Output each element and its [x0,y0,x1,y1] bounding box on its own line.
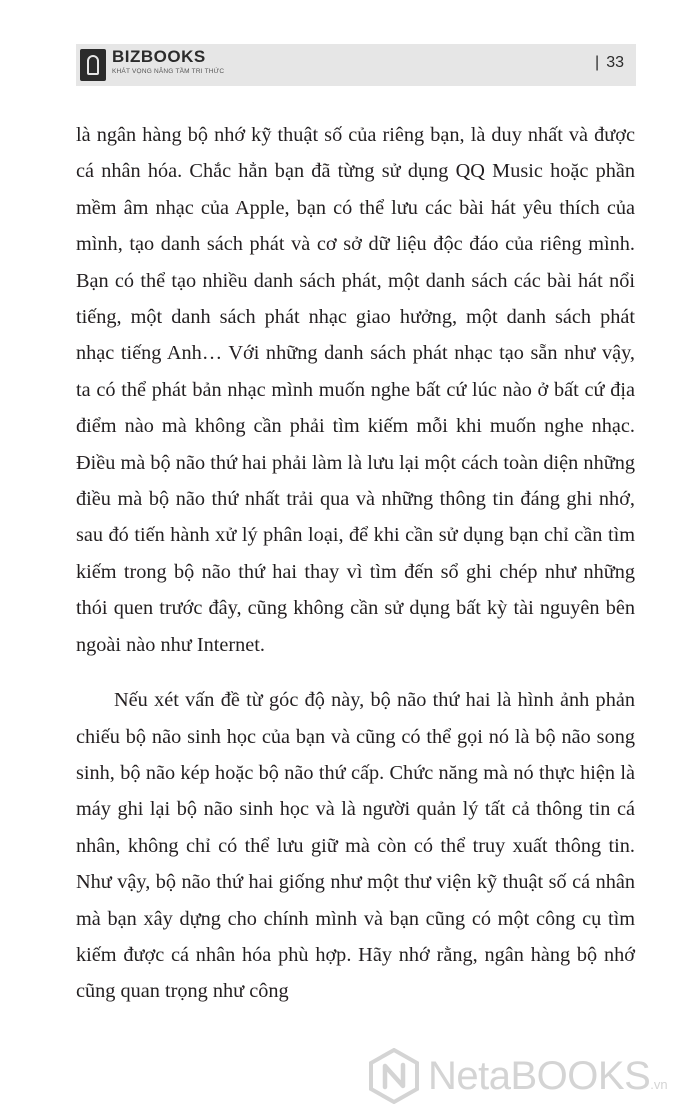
body-paragraph: Nếu xét vấn đề từ góc độ này, bộ não thứ hai là hình ảnh phản chiếu bộ não sinh học của bạn và cũng có thể gọi nó là bộ não song sinh, bộ não kép hoặc bộ não thứ cấp. Chức năng mà nó thực hiện là máy ghi lại bộ não sinh học và là người quản lý tất cả thông tin cá nhân, không chỉ có thể lưu giữ mà còn có thể truy xuất thông tin. Như vậy, bộ não thứ hai giống như một thư viện kỹ thuật số cá nhân mà bạn xây dựng cho chính mình và bạn cũng có một công cụ tìm kiếm được cá nhân hóa phù hợp. Hãy nhớ rằng, ngân hàng bộ nhớ cũng quan trọng như công [76,689,635,1003]
bizbooks-logo-icon [80,49,106,81]
watermark [368,1046,688,1106]
running-header [76,44,636,86]
page-body [76,117,635,1010]
watermark-brand: NetaBOOKS [428,1054,651,1098]
watermark-suffix: .vn [650,1077,668,1092]
publisher-logo-name: BIZBOOKS [112,47,206,66]
page-number: | 33 [595,54,624,72]
body-paragraph: là ngân hàng bộ nhớ kỹ thuật số của riêng bạn, là duy nhất và được cá nhân hóa. Chắc hẳn bạn đã từng sử dụng QQ Music hoặc phần mềm âm nhạc của Apple, bạn có thể lưu các bài hát yêu thích của mình, tạo danh sách phát và cơ sở dữ liệu độc đáo của riêng mình. Bạn có thể tạo nhiều danh sách phát, một danh sách các bài hát nổi tiếng, một danh sách phát nhạc giao hưởng, một danh sách phát nhạc tiếng Anh… Với những danh sách phát nhạc tạo sẵn như vậy, ta có thể phát bản nhạc mình muốn nghe bất cứ lúc nào ở bất cứ địa điểm nào mà không cần phải tìm kiếm mỗi khi muốn nghe nhạc. Điều mà bộ não thứ hai phải làm là lưu lại một cách toàn diện những điều mà bộ não thứ nhất trải qua và những thông tin đáng ghi nhớ, sau đó tiến hành xử lý phân loại, để khi cần sử dụng bạn chỉ cần tìm kiếm trong bộ não thứ hai thay vì tìm đến sổ ghi chép như những thói quen trước đây, cũng không cần sử dụng bất kỳ tài nguyên bên ngoài nào như Internet. [76,124,635,656]
netabooks-logo-icon [368,1048,420,1104]
publisher-tagline: KHÁT VỌNG NÂNG TẦM TRI THỨC [112,68,225,75]
watermark-text [428,1054,668,1107]
